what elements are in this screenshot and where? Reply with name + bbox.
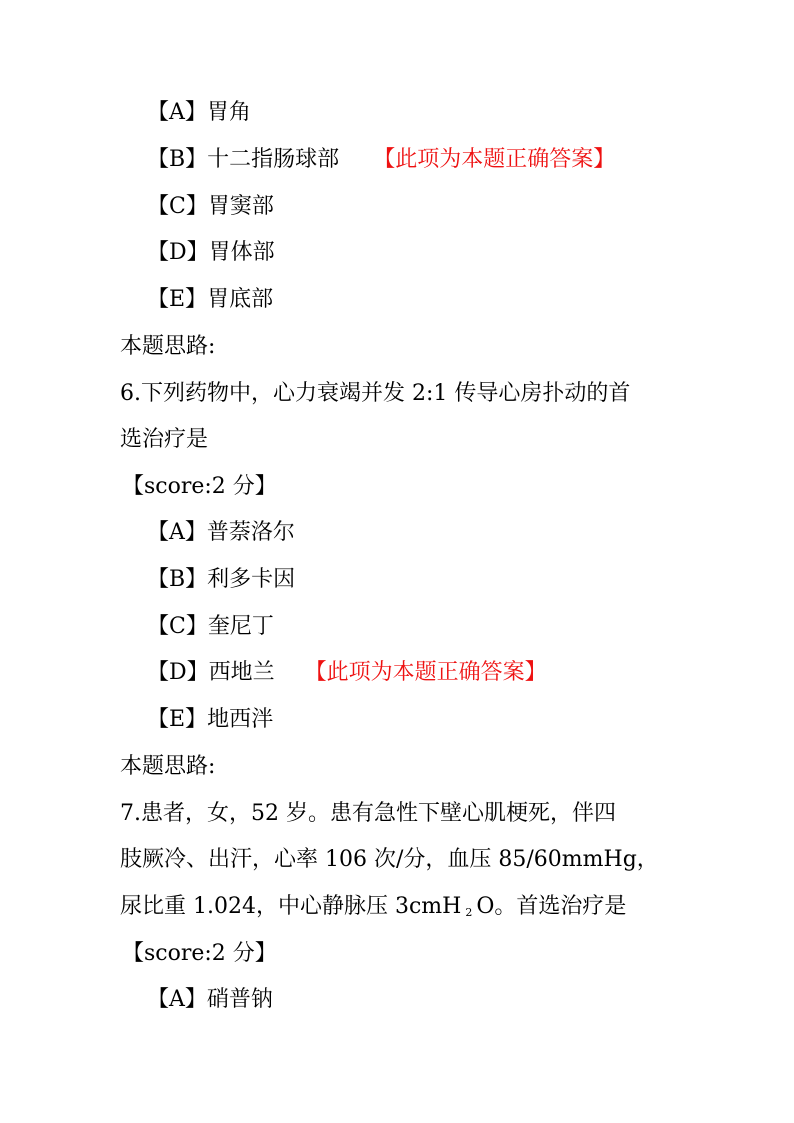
option-text: 奎尼丁: [207, 614, 274, 639]
q6-option-a: [147, 520, 295, 546]
q6-thinking-label: 本题思路:: [120, 754, 216, 779]
option-text: 胃窦部: [207, 194, 274, 219]
option-tag: 【E】: [147, 287, 208, 312]
q5-option-b: [147, 147, 615, 173]
option-text: 胃底部: [207, 287, 274, 312]
q7-stem-line-1: 7.患者，女，52 岁。患有急性下壁心肌梗死，伴四: [120, 801, 616, 826]
option-text: 硝普钠: [206, 987, 273, 1012]
q5-option-a: [147, 100, 251, 126]
option-tag: 【A】: [147, 520, 207, 545]
option-tag: 【A】: [147, 987, 207, 1012]
q6-option-e: [147, 707, 273, 733]
option-tag: 【B】: [147, 567, 208, 592]
option-text: 地西泮: [207, 707, 274, 732]
option-tag: 【A】: [147, 100, 207, 125]
q7-stem-part-b: O。首选治疗是: [476, 894, 627, 919]
option-tag: 【B】: [147, 147, 208, 172]
q5-option-e: [147, 287, 273, 313]
q6-score: 【score:2 分】: [122, 474, 277, 499]
q7-option-a: [147, 987, 273, 1013]
q7-stem-line-2: 肢厥冷、出汗，心率 106 次/分，血压 85/60mmHg，: [120, 847, 659, 872]
option-tag: 【E】: [147, 707, 208, 732]
subscript-2: 2: [465, 906, 473, 919]
q6-option-c: [147, 614, 274, 640]
q6-stem-line-2: 选治疗是: [120, 427, 209, 452]
correct-answer-mark: 【此项为本题正确答案】: [373, 147, 616, 172]
q7-stem-line-3: [120, 894, 626, 926]
option-text: 普萘洛尔: [206, 520, 295, 545]
q7-stem-part-a: 尿比重 1.024，中心静脉压 3cmH: [120, 894, 462, 919]
option-text: 西地兰: [208, 660, 275, 685]
q5-thinking-label: 本题思路:: [120, 334, 216, 359]
q7-score: 【score:2 分】: [122, 941, 277, 966]
option-text: 利多卡因: [207, 567, 296, 592]
option-text: 胃角: [206, 100, 251, 125]
option-text: 十二指肠球部: [207, 147, 340, 172]
option-tag: 【C】: [147, 614, 208, 639]
q5-option-d: [147, 240, 275, 266]
q6-option-d: [147, 660, 547, 686]
option-tag: 【D】: [147, 240, 209, 265]
option-tag: 【C】: [147, 194, 208, 219]
q5-option-c: [147, 194, 274, 220]
q6-option-b: [147, 567, 295, 593]
option-text: 胃体部: [208, 240, 275, 265]
correct-answer-mark: 【此项为本题正确答案】: [304, 660, 547, 685]
option-tag: 【D】: [147, 660, 209, 685]
q6-stem-line-1: 6.下列药物中，心力衰竭并发 2:1 传导心房扑动的首: [120, 381, 631, 406]
